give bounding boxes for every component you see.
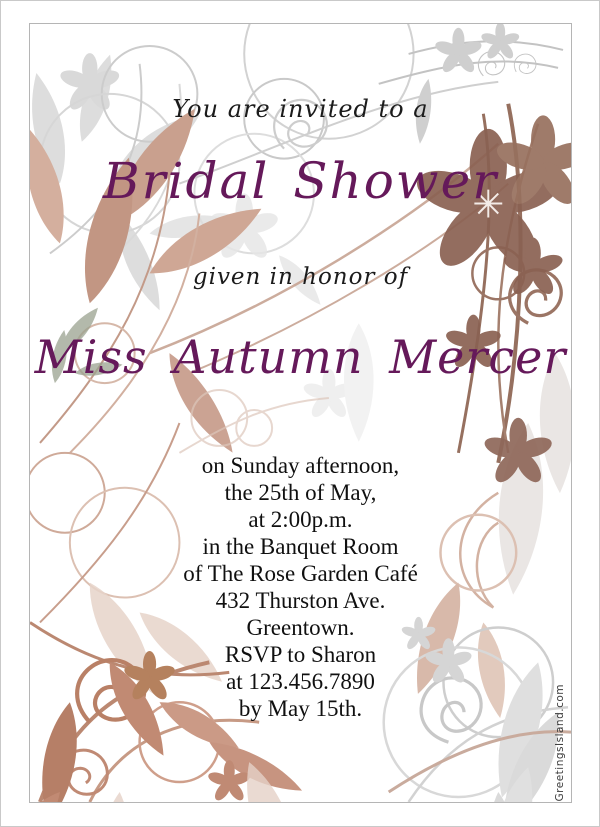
detail-line-phone: at 123.456.7890 — [226, 669, 375, 694]
watermark: GreetingsIsland.com — [554, 683, 566, 801]
invitation-card — [29, 23, 572, 803]
detail-line-time: at 2:00p.m. — [248, 507, 353, 532]
detail-line-city: Greentown. — [246, 615, 355, 640]
detail-line-venue: of The Rose Garden Café — [183, 561, 418, 586]
detail-line-room: in the Banquet Room — [202, 534, 399, 559]
event-title: Bridal Shower — [102, 152, 499, 210]
honoree-name: Miss Autumn Mercer — [34, 330, 567, 384]
detail-line-street: 432 Thurston Ave. — [215, 588, 386, 613]
invitation-content — [30, 24, 571, 802]
detail-line-deadline: by May 15th. — [238, 696, 363, 721]
intro-line: You are invited to a — [172, 95, 429, 123]
event-details — [30, 452, 571, 722]
detail-line-date: the 25th of May, — [224, 480, 377, 505]
detail-line-rsvp: RSVP to Sharon — [224, 642, 377, 667]
honor-line: given in honor of — [192, 264, 409, 290]
detail-line-day: on Sunday afternoon, — [201, 453, 400, 478]
